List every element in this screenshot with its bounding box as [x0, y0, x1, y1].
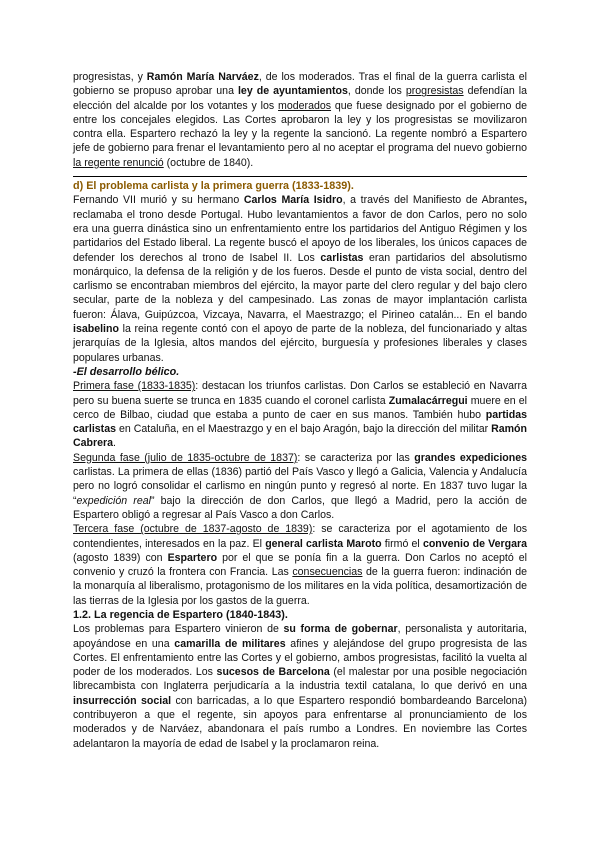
- intro-paragraph: progresistas, y Ramón María Narváez, de los moderados. Tras el final de la guerra carlista el gobierno se propuso aprobar una ley de ayuntamientos, donde los progresistas defendían la elección del alcalde por los votantes y los moderados que fuese designado por el gobierno de entre los concejales elegidos. Las Cortes aprobaron la ley y los progresistas se movilizaron contra ella. Espartero rechazó la ley y la regente la sancionó. La regente nombró a Espartero jefe de gobierno para frenar el levantamiento pero al no aceptar el programa del nuevo gobierno la regente renunció (octubre de 1840).: [73, 71, 527, 169]
- section-divider: [73, 176, 527, 177]
- phase-three-paragraph: Tercera fase (octubre de 1837-agosto de 1839): se caracteriza por el agotamiento de los contendientes, interesados en la paz. El general carlista Maroto firmó el convenio de Vergara (agosto 1839) con Espartero por el que se ponía fin a la guerra. Don Carlos no aceptó el convenio y cruzó la frontera con Francia. Las consecuencias de la guerra fueron: indinación de la monarquía al liberalismo, protagonismo de los militares en la vida política, desamortización de las tierras de la Iglesia por los gastos de la guerra.: [73, 523, 528, 607]
- espartero-paragraph: Los problemas para Espartero vinieron de su forma de gobernar, personalista y autoritaria, apoyándose en una camarilla de militares afines y alejándose del grupo progresista de las Cortes. El enfrentamiento entre las Cortes y el gobierno, ambos progresistas, facilitó la vuelta al poder de los moderados. Los sucesos de Barcelona (el malestar por una posible negociación librecambista con Inglaterra perjudicaría a la industria textil catalana, lo que derivó en una insurrección social con barricadas, a lo que Espartero respondió bombardeando Barcelona) contribuyeron a que el regente, sin apoyos para enfrentarse al pronunciamiento de los moderados y de Narváez, abandonara el país rumbo a Londres. En noviembre las Cortes adelantaron la mayoría de edad de Isabel y la proclamaron reina.: [73, 623, 527, 750]
- section-heading-espartero-regency: 1.2. La regencia de Espartero (1840-1843).: [73, 608, 288, 621]
- section-heading-carlist-war: d) El problema carlista y la primera guerra (1833-1839).: [73, 180, 354, 193]
- carlist-paragraph: Fernando VII murió y su hermano Carlos María Isidro, a través del Manifiesto de Abrantes, reclamaba el trono desde Portugal. Hubo levantamientos a favor de don Carlos, pero no solo era una guerra dinástica sino un enfrentamiento entre los partidarios del Antiguo Régimen y los partidarios del Estado liberal. La regente buscó el apoyo de los liberales, los únicos capaces de defender los derechos al trono de Isabel II. Los carlistas eran partidarios del absolutismo monárquico, la defensa de la religión y de los fueros. Desde el punto de vista social, dentro del carlismo se encontraban miembros del ejército, la mayor parte del clero regular y del bajo clero secular, parte de la nobleza y del campesinado. Las zonas de mayor implantación carlista fueron: Álava, Guipúzcoa, Vizcaya, Navarra, el Maestrazgo; el Pirineo catalán... En el bando isabelino la reina regente contó con el apoyo de parte de la nobleza, del funcionariado y altas jerarquías de la Iglesia, altos mandos del ejército, burguesía y profesiones liberales y clases populares urbanas.: [73, 194, 528, 364]
- phase-two-paragraph: Segunda fase (julio de 1835-octubre de 1837): se caracteriza por las grandes expediciones carlistas. La primera de ellas (1836) partió del País Vasco y llegó a Galicia, Valencia y Andalucía pero no logró consolidar el carlismo en ningún punto y regresó al norte. En 1837 tuvo lugar la “expedición real” bajo la dirección de don Carlos, que llegó a Madrid, pero la acción de Espartero obligó a regresar al País Vasco a don Carlos.: [73, 451, 527, 521]
- phase-one-paragraph: Primera fase (1833-1835): destacan los triunfos carlistas. Don Carlos se estableció en Navarra pero su buena suerte se trunca en 1835 cuando el coronel carlista Zumalacárregui muere en el cerco de Bilbao, ciudad que estaba a punto de caer en sus manos. También hubo partidas carlistas en Cataluña, en el Maestrazgo y en el bajo Aragón, bajo la dirección del militar Ramón Cabrera.: [73, 380, 527, 450]
- sub-heading-war-development: -El desarrollo bélico.: [73, 365, 180, 378]
